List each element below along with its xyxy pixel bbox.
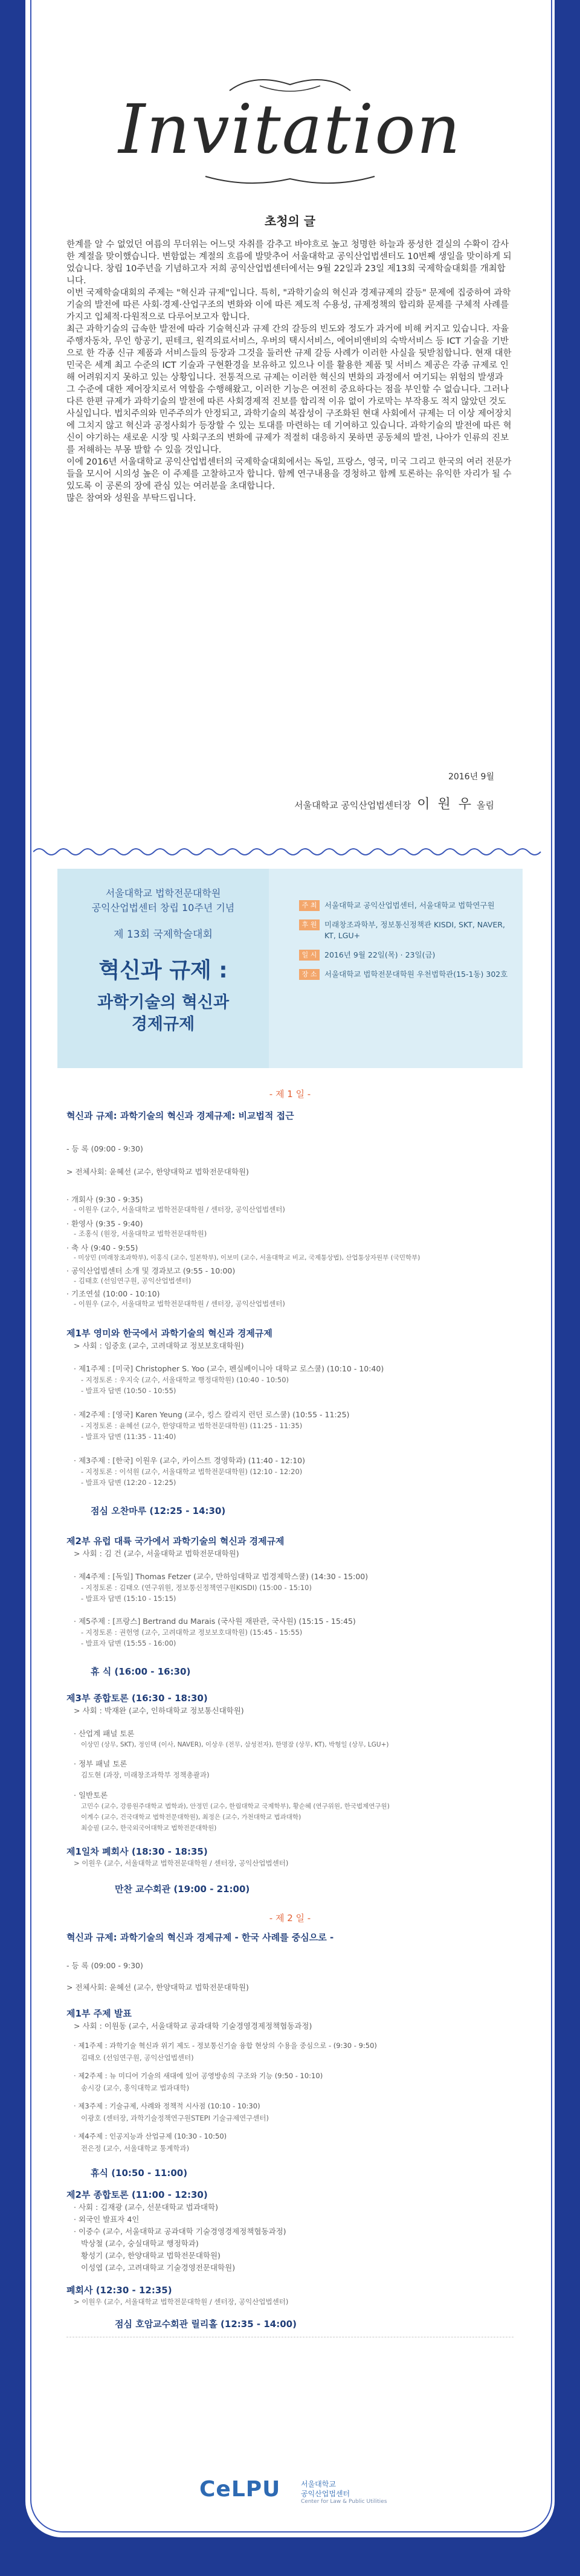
sign-name: 이 원 우 (417, 797, 474, 812)
day2-topic4: · 제4주제 : 인공지능과 산업규제 (10:30 - 10:50) (74, 2132, 227, 2140)
general-discussants-2: 이계수 (교수, 건국대학교 법학전문대학원), 최정은 (교수, 가천대학교 법과대학) (81, 1814, 301, 1821)
letter-body (66, 239, 514, 504)
session1-topic2-discussant: - 지정토론 : 윤혜선 (교수, 한양대학교 법학전문대학원) (11:25 - 11:35) (81, 1422, 303, 1430)
info-tag: 주 최 (299, 900, 320, 911)
org-line-1: 서울대학교 법학전문대학원 (105, 887, 221, 899)
info-text: 2016년 9월 22일(목) · 23일(금) (324, 950, 436, 959)
day2-discussant-1: · 이중수 (교수, 서울대학교 공과대학 기술경영경제정책협동과정) (74, 2227, 286, 2236)
break-day1: 휴 식 (16:00 - 16:30) (91, 1666, 191, 1677)
day2-topic1-speaker: 김태오 (선임연구원, 공익산업법센터) (81, 2053, 194, 2062)
info-tag: 장 소 (299, 969, 320, 980)
info-text: 미래창조과학부, 정보통신정책관 KISDI, SKT, NAVER, KT, LGU+ (324, 920, 506, 940)
day1-theme: 혁신과 규제: 과학기술의 혁신과 경제규제: 비교법적 접근 (66, 1110, 294, 1121)
info-tag: 일 시 (299, 950, 320, 961)
conference-card (57, 869, 523, 1068)
center-introduction-speaker: - 김태호 (선임연구원, 공익산업법센터) (74, 1277, 192, 1285)
ornament-bottom (0, 170, 580, 191)
opening-address: · 개회사 (9:30 - 9:35) (66, 1195, 143, 1204)
session2-chair: > 사회 : 김 건 (교수, 서울대학교 법학전문대학원) (74, 1549, 239, 1558)
day2-session2-chair: · 사회 : 김재광 (교수, 선문대학교 법과대학) (74, 2203, 218, 2212)
session1-topic1-reply: - 발표자 답변 (10:50 - 10:55) (81, 1386, 176, 1395)
day2-discussant-2: 박상철 (교수, 숭실대학교 행정학과) (81, 2239, 199, 2248)
industry-panel: · 산업계 패널 토론 (74, 1729, 135, 1738)
session1-chair: > 사회 : 임중호 (교수, 고려대학교 정보보호대학원) (74, 1341, 244, 1350)
celpu-logo (199, 2477, 393, 2510)
info-tag: 후 원 (299, 919, 320, 930)
session3-title: 제3부 종합토론 (16:30 - 18:30) (66, 1693, 208, 1704)
keynote-speaker: - 이원우 (교수, 서울대학교 법학전문대학원 / 센터장, 공익산업법센터) (74, 1299, 285, 1308)
day2-topic3-speaker: 이광호 (센터장, 과학기술정책연구원STEPI 기술규제연구센터) (81, 2114, 269, 2122)
day2-foreign-presenters: · 외국인 발표자 4인 (74, 2215, 140, 2224)
day2-label: - 제 2 일 - (269, 1913, 311, 1924)
day1-label: - 제 1 일 - (269, 1089, 311, 1100)
signature (294, 794, 494, 813)
letter-paragraph: 최근 과학기술의 급속한 발전에 따라 기술혁신과 규제 간의 갈등의 빈도와 정도가 과거에 비해 커지고 있습니다. 자율주행자동차, 무인 항공기, 핀테크, 원격의료서비스, 우버의 택시서비스, 에어비앤비의 숙박서비스 등 ICT 기술을 기반으로 한 각종 신규 제품과 서비스들의 등장과 그것을 둘러싼 규제 갈등 사례가 이러한 사실을 뒷받침합니다. 현재 대한민국은 세계 최고 수준의 ICT 기술과 구현환경을 보유하고 있으나 이를 활용한 제품 및 서비스 제공은 각종 규제로 인해 어려워지지 못하고 있는 상황입니다. 전통적으로 규제는 이러한 혁신의 변화의 과정에서 여기되는 위험의 발생과 그 수준에 대한 제어장치로서 역할을 수행해왔고, 이러한 기능은 여전히 중요하다는 점을 부인할 수 없습니다. 그러나 다른 한편 규제가 과학기술의 발전에 따른 사회경제적 진보를 합리적 이유 없이 가로막는 부작용도 적지 않았던 것도 사실입니다. 법치주의와 민주주의가 안정되고, 과학기술의 복잡성이 구조화된 현대 사회에서 규제는 더 이상 제어장치에 그치지 않고 혁신과 공정사회가 등장할 수 있는 토대를 마련하는 데 기여하고 있습니다. 과학기술의 발전에 따른 혁신이 야기하는 새로운 시장 및 사회구조의 변화에 규제가 적절히 대응하지 못하면 공동체의 발전, 나아가 인류의 진보를 저해하는 부몽 발할 수 있을 것입니다. (66, 324, 512, 455)
general-discussants-1: 고민수 (교수, 강릉원주대학교 법학과), 안정민 (교수, 한림대학교 국제학부), 황순혜 (연구위원, 한국법제연구원) (81, 1803, 390, 1810)
congratulatory-speakers: - 미상민 (미래창조과학부), 이홍식 (교수, 일본학부), 이보미 (교수, 서울대학교 비교, 국제통상법), 산업통상자원부 (국민학부) (74, 1254, 420, 1261)
logo-wordmark: CeLPU (199, 2477, 281, 2502)
day2-closing-speaker: > 이원우 (교수, 서울대학교 법학전문대학원 / 센터장, 공익산업법센터) (74, 2297, 289, 2306)
greeting-title: 초청의 글 (264, 214, 316, 228)
session1-title: 제1부 영미와 한국에서 과학기술의 혁신과 경제규제 (66, 1328, 272, 1339)
main-title: 혁신과 규제 : (98, 958, 228, 983)
keynote: · 기조연설 (10:00 - 10:10) (66, 1289, 160, 1298)
general-discussion: · 일반토론 (74, 1791, 108, 1800)
session1-topic3-discussant: - 지정토론 : 이석원 (교수, 서울대학교 법학전문대학원) (12:10 - 12:20) (81, 1467, 303, 1476)
session2-title: 제2부 유럽 대륙 국가에서 과학기술의 혁신과 경제규제 (66, 1536, 285, 1547)
session1-topic2: · 제2주제 : [영국] Karen Yeung (교수, 킹스 칼리지 런던 로스쿨) (10:55 - 11:25) (74, 1410, 350, 1419)
session2-topic5-discussant: - 지정토론 : 권헌영 (교수, 고려대학교 정보보호대학원) (15:45 - 15:55) (81, 1628, 303, 1637)
opening-address-speaker: - 이원우 (교수, 서울대학교 법학전문대학원 / 센터장, 공익산업법센터) (74, 1205, 285, 1214)
dinner: 만찬 교수회관 (19:00 - 21:00) (115, 1884, 250, 1895)
session1-topic1: · 제1주제 : [미국] Christopher S. Yoo (교수, 펜실베이니아 대학교 로스쿨) (10:10 - 10:40) (74, 1364, 384, 1373)
day1-closing-title: 제1일차 폐회사 (18:30 - 18:35) (66, 1846, 208, 1857)
session2-topic4-reply: - 발표자 답변 (15:10 - 15:15) (81, 1594, 176, 1603)
logo-english-name: Center for Law & Public Utilities (301, 2499, 387, 2505)
letter-paragraph: 한계를 알 수 없었던 여름의 무더위는 어느덧 자취를 감추고 바야흐로 높고 청명한 하늘과 풍성한 결실의 수확이 감사한 계절을 맞이했습니다. 변함없는 계절의 흐름에 발맞추어 서울대학교 공익산업법센터도 10번째 생일을 맞이하게 되었습니다. 창립 10주년을 기념하고자 저희 공익산업법센터에서는 9월 22일과 23일 제13회 국제학술대회를 개최합니다. (66, 240, 512, 286)
general-discussants-3: 최승필 (교수, 한국외국어대학교 법학전문대학원) (81, 1824, 217, 1832)
day2-discussant-3: 황성기 (교수, 한양대학교 법학전문대학원) (81, 2251, 221, 2260)
government-panelist: 김도현 (과장, 미래창조과학부 정책총괄과) (81, 1771, 210, 1779)
program (66, 1087, 514, 2447)
lunch-day2: 점심 호암교수회관 릴리홀 (12:35 - 14:00) (115, 2319, 297, 2330)
session2-topic5: · 제5주제 : [프랑스] Bertrand du Marais (국사원 재판관, 국사원) (15:15 - 15:45) (74, 1617, 356, 1626)
day2-session1-title: 제1부 주제 발표 (66, 2008, 132, 2019)
center-introduction: · 공익산업법센터 소개 및 경과보고 (9:55 - 10:00) (66, 1266, 236, 1275)
conference-number: 제 13회 국제학술대회 (114, 929, 213, 941)
break-day2: 휴식 (10:50 - 11:00) (91, 2168, 188, 2178)
session2-topic5-reply: - 발표자 답변 (15:55 - 16:00) (81, 1639, 176, 1647)
day1-closing-speaker: > 이원우 (교수, 서울대학교 법학전문대학원 / 센터장, 공익산업법센터) (74, 1859, 289, 1867)
day2-registration: - 등 록 (09:00 - 9:30) (66, 1961, 143, 1970)
lunch-day1: 점심 오찬마루 (12:25 - 14:30) (91, 1505, 226, 1516)
info-text: 서울대학교 공익산업법센터, 서울대학교 법학연구원 (324, 901, 495, 910)
letter-paragraph: 많은 참여와 성원을 부탁드립니다. (66, 494, 196, 503)
letter-paragraph: 이번 국제학술대회의 주제는 "혁신과 규제"입니다. 특히, "과학기술의 혁신과 경제규제의 갈등" 문제에 집중하여 과학기술의 발전에 따른 사회·경제·산업구조의 변화와 이에 따른 제도적 수용성, 규제정책의 합리화 문제를 구체적 사례를 가지고 입체적·다원적으로 다루어보고자 합니다. (66, 288, 511, 322)
congratulatory-address: · 축 사 (9:40 - 9:55) (66, 1243, 138, 1252)
overall-chair: > 전체사회: 윤혜선 (교수, 한양대학교 법학전문대학원) (66, 1167, 249, 1176)
day2-session1-chair: > 사회 : 이원동 (교수, 서울대학교 공과대학 기술경영경제정책협동과정) (74, 2021, 312, 2030)
day2-overall-chair: > 전체사회: 윤혜선 (교수, 한양대학교 법학전문대학원) (66, 1983, 249, 1992)
registration: - 등 록 (09:00 - 9:30) (66, 1144, 143, 1153)
day2-session2-title: 제2부 종합토론 (11:00 - 12:30) (66, 2189, 208, 2200)
day2-discussant-4: 이성엽 (교수, 고려대학교 기술경영전문대학원) (81, 2263, 236, 2272)
day2-topic1: · 제1주제 : 과학기술 혁신과 위기 제도 - 정보통신기술 융합 현상의 수용을 중심으로 - (9:30 - 9:50) (74, 2041, 377, 2050)
welcome-address-speaker: - 조홍식 (원장, 서울대학교 법학전문대학원) (74, 1229, 207, 1238)
day2-theme: 혁신과 규제: 과학기술의 혁신과 경제규제 - 한국 사례를 중심으로 - (66, 1932, 334, 1943)
industry-panelists: 이상민 (상무, SKT), 정인택 (이사, NAVER), 이상우 (전무, 삼성전자), 한명잠 (상무, KT), 박형일 (상무, LGU+) (81, 1741, 389, 1748)
session1-topic3-reply: - 발표자 답변 (12:20 - 12:25) (81, 1478, 176, 1487)
session2-topic4-discussant: - 지정토론 : 김태오 (연구위원, 정보통신정책연구원KISDI) (15:00 - 15:10) (81, 1583, 312, 1592)
invitation-title: Invitation (118, 91, 462, 169)
day2-closing-title: 폐회사 (12:30 - 12:35) (66, 2285, 172, 2296)
sign-org: 서울대학교 공익산업법센터장 (294, 800, 411, 811)
session3-chair: > 사회 : 박재완 (교수, 인하대학교 정보통신대학원) (74, 1706, 244, 1715)
logo-kr-line1: 서울대학교 (301, 2480, 336, 2488)
government-panel: · 정부 패널 토론 (74, 1759, 127, 1768)
wavy-divider (33, 843, 547, 861)
sign-suffix: 올림 (477, 800, 494, 811)
org-line-2: 공익산업법센터 창립 10주년 기념 (91, 902, 235, 913)
sub-title-1: 과학기술의 혁신과 (97, 993, 230, 1012)
day2-topic4-speaker: 전은정 (교수, 서울대학교 통계학과) (81, 2144, 190, 2153)
letter-date: 2016년 9월 (448, 772, 494, 782)
day2-topic3: · 제3주제 : 기술규제, 사례와 정책적 시사점 (10:10 - 10:30) (74, 2102, 260, 2110)
conference-title-panel (57, 869, 269, 1068)
session1-topic3: · 제3주제 : [한국] 이원우 (교수, 카이스트 경영학과) (11:40 - 12:10) (74, 1456, 306, 1465)
day2-topic2: · 제2주제 : 뉴 미디어 기술의 새대에 있어 공영방송의 구조와 기능 (9:50 - 10:10) (74, 2072, 323, 2080)
logo-kr-line2: 공익산업법센터 (301, 2490, 350, 2498)
sub-title-2: 경제규제 (131, 1015, 195, 1034)
welcome-address: · 환영사 (9:35 - 9:40) (66, 1219, 143, 1228)
letter-paragraph: 이에 2016년 서울대학교 공익산업법센터의 국제학술대회에서는 독일, 프랑스, 영국, 미국 그리고 한국의 여러 전문가들을 모시어 시의성 높은 이 주제를 고찰하고자 합니다. 함께 연구내용을 경청하고 함께 토론하는 유익한 자리가 될 수 있도록 이 공론의 장에 관심 있는 여러분을 초대합니다. (66, 457, 512, 491)
session1-topic1-discussant: - 지정토론 : 우지숙 (교수, 서울대학교 행정대학원) (10:40 - 10:50) (81, 1376, 289, 1384)
day2-topic2-speaker: 송시강 (교수, 홍익대학교 법과대학) (81, 2084, 190, 2092)
info-text: 서울대학교 법학전문대학원 우천법학관(15-1동) 302호 (324, 970, 508, 979)
logo-korean-name (301, 2479, 350, 2499)
session1-topic2-reply: - 발표자 답변 (11:35 - 11:40) (81, 1432, 176, 1441)
session2-topic4: · 제4주제 : [독일] Thomas Fetzer (교수, 만하임대학교 법경제학스쿨) (14:30 - 15:00) (74, 1572, 369, 1581)
